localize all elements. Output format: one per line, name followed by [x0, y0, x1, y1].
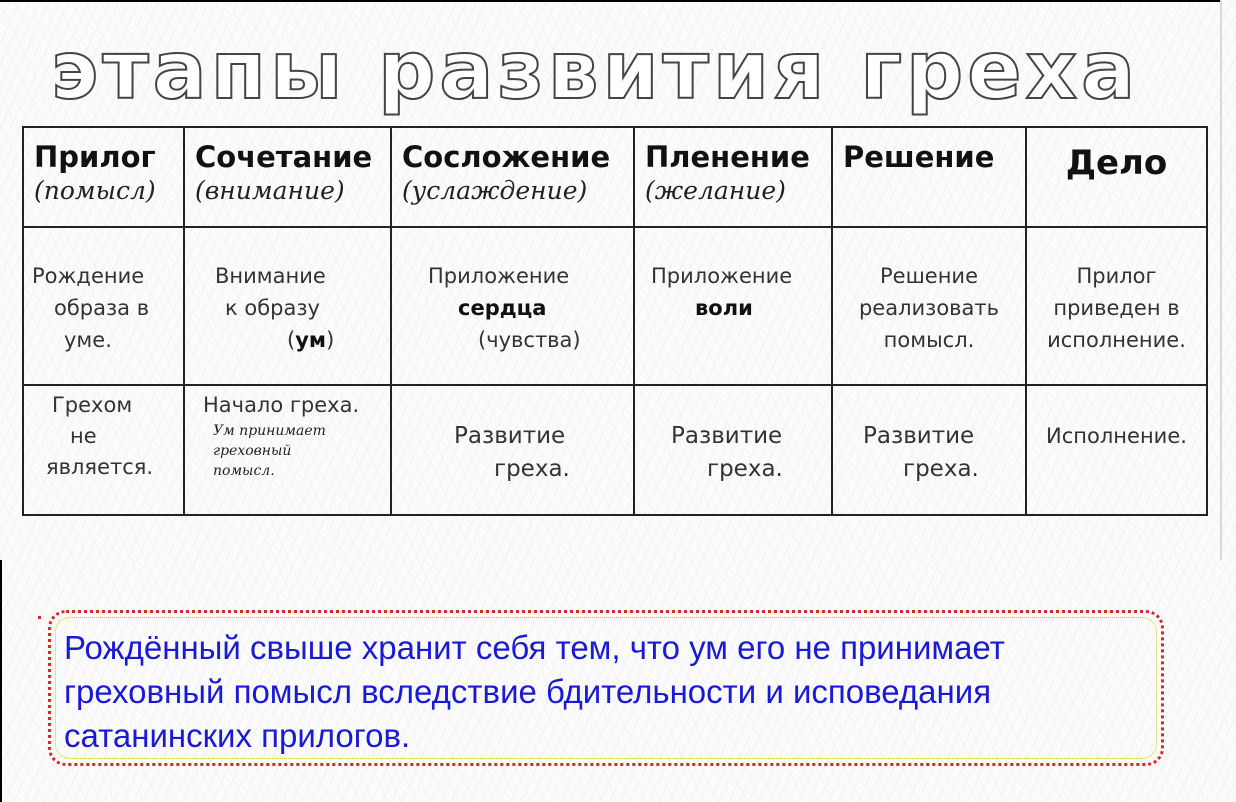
cell-status: Грехом не является. — [46, 393, 154, 479]
column-header-plenenie — [634, 127, 832, 227]
cell-status: Развитие греха. — [454, 423, 570, 482]
table-cell — [1026, 227, 1207, 385]
stage-name: Сосложение — [402, 140, 611, 174]
table-cell — [634, 227, 832, 385]
stage-subtitle: (внимание) — [195, 176, 345, 205]
table-cell — [23, 227, 184, 385]
cell-status: Начало греха. — [203, 393, 360, 417]
header-row — [23, 127, 1207, 227]
top-divider — [0, 0, 1222, 2]
stage-name: Прилог — [34, 140, 156, 174]
quote-line: Рождённый свыше хранит себя тем, что ум его не принимает — [64, 629, 1005, 666]
quote-text — [64, 626, 1164, 758]
status-row — [23, 385, 1207, 515]
stage-name: Сочетание — [195, 140, 373, 174]
table-cell — [391, 227, 634, 385]
slide-title: этапы развития греха — [50, 24, 1140, 117]
stages-table — [22, 126, 1208, 516]
cell-description: Приложение сердца (чувства) — [428, 264, 581, 352]
right-divider — [1220, 0, 1222, 560]
stage-subtitle: (помысл) — [34, 176, 156, 205]
cell-description: Решение реализовать помысл. — [858, 264, 1000, 352]
cell-description: Прилог приведен в исполнение. — [1047, 264, 1186, 352]
stage-name: Решение — [843, 140, 995, 174]
table-cell — [1026, 385, 1207, 515]
quote-line: сатанинских прилогов. — [64, 717, 411, 754]
decorative-dot — [38, 616, 41, 619]
left-divider — [0, 560, 2, 802]
quote-line: греховный помысл вследствие бдительности и исповедания — [64, 673, 992, 710]
table-cell — [184, 227, 391, 385]
table-cell — [23, 385, 184, 515]
column-header-delo — [1026, 127, 1207, 227]
cell-status: Развитие греха. — [863, 423, 979, 482]
stage-name: Дело — [1065, 143, 1168, 183]
cell-description: Рождение образа в уме. — [32, 264, 150, 352]
cell-status: Исполнение. — [1046, 424, 1187, 448]
table-cell — [832, 227, 1026, 385]
stage-subtitle: (желание) — [645, 176, 786, 205]
cell-description: Приложение воли — [651, 264, 793, 320]
column-header-prilog — [23, 127, 184, 227]
column-header-soslozhenie — [391, 127, 634, 227]
cell-description: Внимание к образу (ум) — [215, 264, 335, 352]
cell-status: Развитие греха. — [671, 423, 783, 482]
column-header-sochetanie — [184, 127, 391, 227]
description-row — [23, 227, 1207, 385]
stage-subtitle: (услаждение) — [402, 176, 588, 205]
table-cell — [832, 385, 1026, 515]
table-cell — [634, 385, 832, 515]
table-cell — [184, 385, 391, 515]
column-header-reshenie — [832, 127, 1026, 227]
stage-name: Пленение — [645, 140, 810, 174]
handwritten-note: Ум принимает греховный помысл. — [213, 423, 326, 479]
table-cell — [391, 385, 634, 515]
